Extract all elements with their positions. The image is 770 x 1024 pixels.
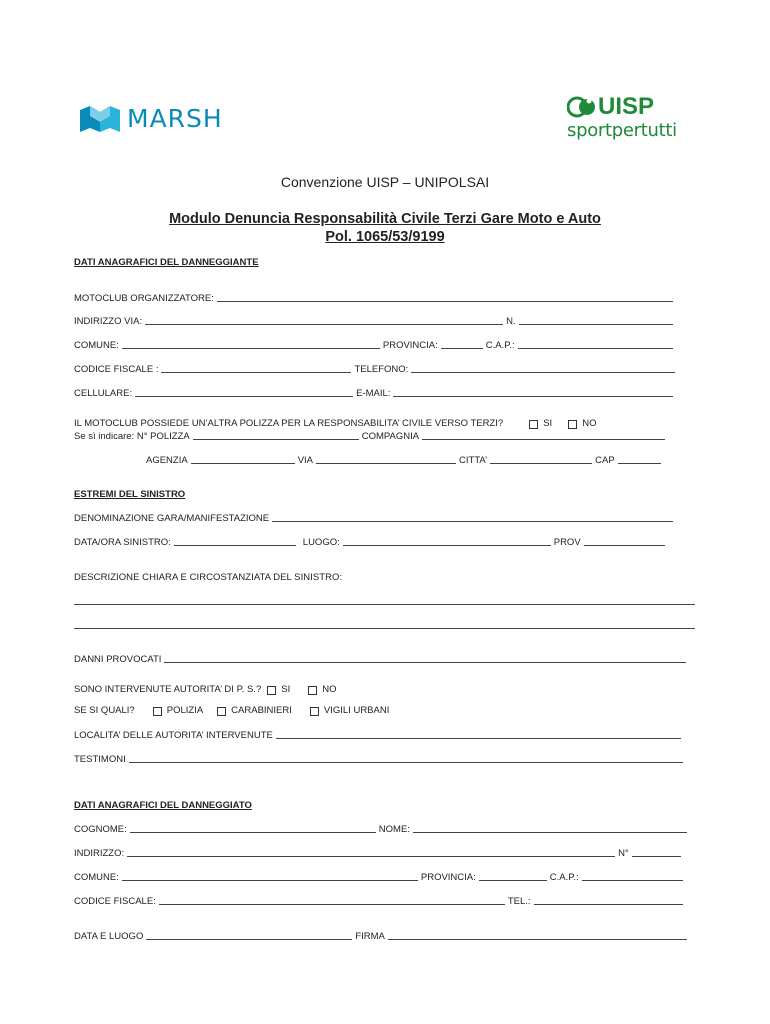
danni-row <box>74 654 689 665</box>
cognome-label: COGNOME: <box>74 824 127 835</box>
altra-polizza-question: IL MOTOCLUB POSSIEDE UN’ALTRA POLIZZA PER LA RESPONSABILITA’ CIVILE VERSO TERZI? <box>74 418 504 429</box>
descrizione-line-1[interactable] <box>74 604 695 605</box>
se-si-row <box>74 431 668 442</box>
section-danneggiato: DATI ANAGRAFICI DEL DANNEGGIATO <box>74 800 252 811</box>
citta-field[interactable] <box>490 463 592 464</box>
carabinieri-label: CARABINIERI <box>231 705 292 716</box>
telefono-field[interactable] <box>411 372 675 373</box>
descrizione-line-2[interactable] <box>74 628 695 629</box>
provincia-field[interactable] <box>441 348 483 349</box>
via-label: VIA <box>297 455 314 466</box>
cf-danneggiato-field[interactable] <box>159 904 505 905</box>
comune-danneggiato-field[interactable] <box>122 880 418 881</box>
indirizzo-row <box>74 316 676 327</box>
numero-danneggiato-label: N° <box>618 848 629 859</box>
indirizzo-danneggiato-field[interactable] <box>127 856 615 857</box>
tel-label: TEL.: <box>507 896 531 907</box>
motoclub-label: MOTOCLUB ORGANIZZATORE: <box>74 293 214 304</box>
danni-label: DANNI PROVOCATI <box>74 654 162 665</box>
se-si-label: Se sì indicare: N° POLIZZA <box>74 431 190 442</box>
marsh-logo-text: MARSH <box>127 104 223 133</box>
cf-row <box>74 364 678 375</box>
numero-danneggiato-field[interactable] <box>632 856 681 857</box>
si-label: SI <box>543 418 553 429</box>
convention-title: Convenzione UISP – UNIPOLSAI <box>280 174 490 190</box>
autorita-row <box>74 684 336 695</box>
checkbox-icon[interactable] <box>308 686 317 695</box>
cellulare-row <box>74 388 676 399</box>
agenzia-label: AGENZIA <box>146 455 188 466</box>
nome-field[interactable] <box>413 832 687 833</box>
localita-label: LOCALITA’ DELLE AUTORITA’ INTERVENUTE <box>74 730 273 741</box>
altra-polizza-row <box>74 418 596 429</box>
agenzia-row <box>146 455 664 466</box>
luogo-field[interactable] <box>343 545 551 546</box>
autorita-question: SONO INTERVENUTE AUTORITA’ DI P. S.? <box>74 684 262 695</box>
indirizzo-field[interactable] <box>145 324 503 325</box>
tel-field[interactable] <box>534 904 683 905</box>
denominazione-row <box>74 513 676 524</box>
cognome-field[interactable] <box>130 832 376 833</box>
cellulare-label: CELLULARE: <box>74 388 133 399</box>
comune-label: COMUNE: <box>74 340 119 351</box>
indirizzo-danneggiato-row <box>74 848 684 859</box>
no-label: NO <box>582 418 597 429</box>
motoclub-field[interactable] <box>217 301 673 302</box>
denominazione-label: DENOMINAZIONE GARA/MANIFESTAZIONE <box>74 513 270 524</box>
comune-field[interactable] <box>122 348 380 349</box>
cf-label: CODICE FISCALE : <box>74 364 159 375</box>
checkbox-icon[interactable] <box>529 420 538 429</box>
agenzia-field[interactable] <box>191 463 295 464</box>
data-ora-label: DATA/ORA SINISTRO: <box>74 537 171 548</box>
email-field[interactable] <box>393 396 673 397</box>
comune-danneggiato-label: COMUNE: <box>74 872 119 883</box>
data-luogo-row <box>74 931 690 942</box>
checkbox-icon[interactable] <box>217 707 226 716</box>
firma-field[interactable] <box>388 939 687 940</box>
checkbox-icon[interactable] <box>153 707 162 716</box>
cap2-field[interactable] <box>618 463 661 464</box>
checkbox-icon[interactable] <box>310 707 319 716</box>
quali-row <box>74 705 389 716</box>
prov-field[interactable] <box>584 545 665 546</box>
numero-field[interactable] <box>519 324 673 325</box>
indirizzo-danneggiato-label: INDIRIZZO: <box>74 848 125 859</box>
form-title-line1: Modulo Denuncia Responsabilità Civile Terzi Gare Moto e Auto <box>169 211 601 227</box>
section-danneggiante: DATI ANAGRAFICI DEL DANNEGGIANTE <box>74 257 259 268</box>
compagnia-label: COMPAGNIA <box>361 431 420 442</box>
data-luogo-field[interactable] <box>146 939 352 940</box>
cap-field[interactable] <box>518 348 673 349</box>
email-label: E-MAIL: <box>356 388 391 399</box>
telefono-label: TELEFONO: <box>354 364 409 375</box>
compagnia-field[interactable] <box>422 439 665 440</box>
nome-label: NOME: <box>378 824 410 835</box>
polizza-field[interactable] <box>193 439 359 440</box>
comune-danneggiato-row <box>74 872 686 883</box>
checkbox-icon[interactable] <box>568 420 577 429</box>
cellulare-field[interactable] <box>135 396 353 397</box>
uisp-logo-text: UISP <box>598 93 655 120</box>
policy-number: Pol. 1065/53/9199 <box>325 229 445 245</box>
citta-label: CITTA’ <box>459 455 488 466</box>
firma-label: FIRMA <box>355 931 385 942</box>
data-ora-field[interactable] <box>174 545 296 546</box>
provincia-label: PROVINCIA: <box>382 340 438 351</box>
cf-danneggiato-row <box>74 896 686 907</box>
cognome-row <box>74 824 690 835</box>
descrizione-label: DESCRIZIONE CHIARA E CIRCOSTANZIATA DEL SINISTRO: <box>74 572 343 583</box>
motoclub-row <box>74 293 676 304</box>
prov-label: PROV <box>553 537 581 548</box>
localita-row <box>74 730 684 741</box>
denominazione-field[interactable] <box>272 521 673 522</box>
testimoni-field[interactable] <box>129 762 683 763</box>
cap-danneggiato-label: C.A.P.: <box>549 872 579 883</box>
indirizzo-label: INDIRIZZO VIA: <box>74 316 143 327</box>
autorita-no-label: NO <box>322 684 337 695</box>
checkbox-icon[interactable] <box>267 686 276 695</box>
testimoni-label: TESTIMONI <box>74 754 126 765</box>
cap-label: C.A.P.: <box>485 340 515 351</box>
localita-field[interactable] <box>276 738 681 739</box>
cap-danneggiato-field[interactable] <box>582 880 683 881</box>
vigili-label: VIGILI URBANI <box>323 705 390 716</box>
comune-row <box>74 340 676 351</box>
uisp-runner-icon <box>567 96 597 118</box>
quali-label: SE SI QUALI? <box>74 705 135 716</box>
data-luogo-label: DATA E LUOGO <box>74 931 144 942</box>
marsh-logo-icon <box>80 106 120 132</box>
via-field[interactable] <box>316 463 456 464</box>
provincia-danneggiato-label: PROVINCIA: <box>420 872 476 883</box>
danni-field[interactable] <box>164 662 686 663</box>
autorita-si-label: SI <box>281 684 291 695</box>
cap2-label: CAP <box>595 455 615 466</box>
cf-field[interactable] <box>161 372 351 373</box>
form-title <box>0 210 770 246</box>
provincia-danneggiato-field[interactable] <box>479 880 547 881</box>
polizia-label: POLIZIA <box>166 705 204 716</box>
section-sinistro: ESTREMI DEL SINISTRO <box>74 489 186 500</box>
testimoni-row <box>74 754 686 765</box>
cf-danneggiato-label: CODICE FISCALE: <box>74 896 156 907</box>
data-ora-row <box>74 537 668 548</box>
luogo-label: LUOGO: <box>302 537 340 548</box>
uisp-slogan: sportpertutti <box>567 120 677 141</box>
numero-label: N. <box>506 316 516 327</box>
